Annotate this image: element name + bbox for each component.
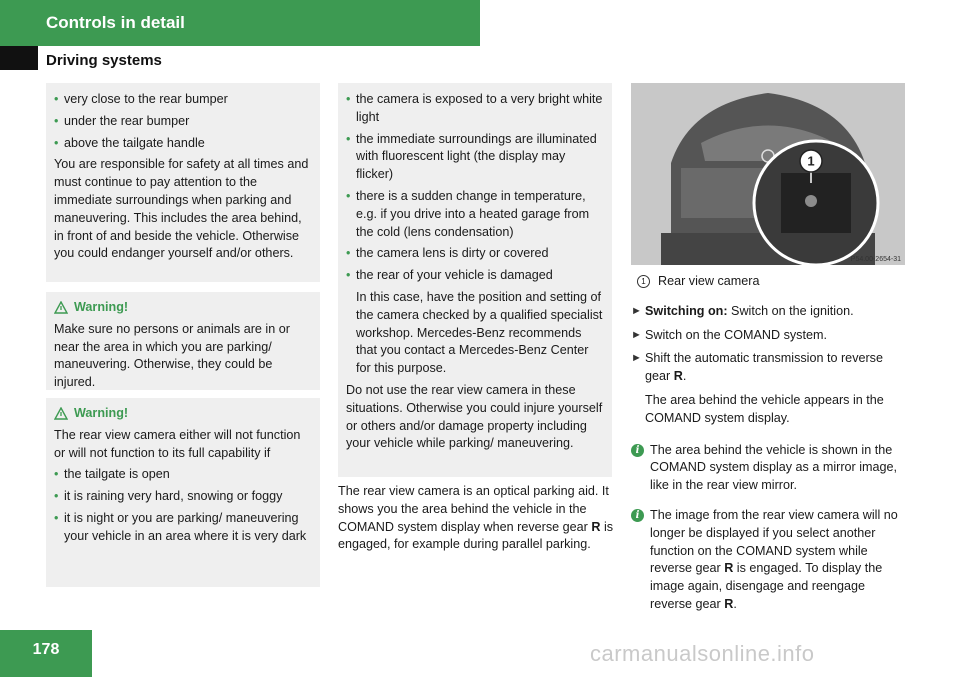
list-item: • the camera is exposed to a very bright white light [346, 92, 603, 124]
step-arrow-icon: ► [631, 304, 642, 317]
step-comand: ► Switch on the COMAND system. [631, 327, 906, 345]
list-item: • under the rear bumper [54, 113, 190, 128]
warning-text: The rear view camera either will not function or will not function to its full capability if [54, 427, 301, 460]
list-item: • it is night or you are parking/ maneuvering your vehicle in an area where it is very dark [54, 510, 307, 543]
info-box-camera-limitations [338, 83, 612, 477]
chapter-tab: Controls in detail [0, 0, 480, 46]
list-item: • the camera lens is dirty or covered [346, 246, 549, 261]
workshop-text: In this case, have the position and setting of the camera checked by a qualified specialist workshop. Mercedes-Benz recommends that you contact a Mercedes-Benz Center for this purpose. [356, 289, 603, 376]
column-camera-operation [631, 83, 906, 620]
section-title: Driving systems [46, 52, 162, 69]
usage-warning-text: Do not use the rear view camera in these situations. Otherwise you could injure yourself or others and/or damage property including your vehicle while parking/ maneuvering. [346, 382, 603, 451]
list-item: • it is raining very hard, snowing or foggy [54, 489, 283, 504]
warning-triangle-icon [54, 301, 68, 314]
list-item: • above the tailgate handle [54, 135, 205, 150]
list-item: • very close to the rear bumper [54, 92, 228, 106]
step-reverse-gear: ► Shift the automatic transmission to reverse gear R. [631, 350, 906, 386]
chapter-marker [0, 46, 38, 70]
info-icon: i [631, 444, 644, 457]
list-item: • the rear of your vehicle is damaged [346, 268, 553, 283]
list-item: • the immediate surroundings are illuminated with fluorescent light (the display may flicker) [346, 131, 597, 182]
responsibility-text: You are responsible for safety at all times and must continue to pay attention to the immediate surroundings when parking and maneuvering. This includes the area behind, in front of and beside the vehicle. Otherwise you could endanger yourself and/or others. [54, 157, 309, 261]
step-arrow-icon: ► [631, 352, 642, 365]
warning-box-camera-function [46, 398, 320, 587]
info-icon: i [631, 509, 644, 522]
step-result: The area behind the vehicle appears in the COMAND system display. [645, 392, 884, 425]
warning-title: Warning! [54, 405, 312, 423]
page-number: 178 [0, 630, 92, 677]
warning-box-persons [46, 292, 320, 390]
step-arrow-icon: ► [631, 328, 642, 341]
info-box-camera-positions [46, 83, 320, 282]
watermark: carmanualsonline.info [590, 641, 815, 666]
warning-text: Make sure no persons or animals are in or near the area in which you are parking/ maneuvering. Otherwise, they could be injured. [54, 321, 290, 390]
camera-description: The rear view camera is an optical parking aid. It shows you the area behind the vehicle in the COMAND system display when reverse gear R is engaged, for example during parallel parking. [338, 484, 614, 552]
warning-triangle-icon [54, 407, 68, 420]
image-label: P54.00-2654-31 [850, 256, 901, 263]
image-caption: 1 Rear view camera [637, 273, 906, 291]
step-switch-on: ► Switching on: Switch on the ignition. [631, 303, 906, 321]
list-item: • the tailgate is open [54, 467, 170, 482]
note-image-disappears: i The image from the rear view camera will no longer be displayed if you select another function on the COMAND system while reverse gear R is engaged. To display the image again, disengage and reengage reverse gear R. [631, 507, 906, 614]
list-item: • there is a sudden change in temperature, e.g. if you drive into a heated garage from the cold (lens condensation) [346, 188, 590, 239]
callout-marker: 1 [637, 275, 650, 288]
callout-number: 1 [807, 153, 815, 169]
rear-view-camera-photo [631, 83, 905, 265]
warning-title: Warning! [54, 299, 312, 317]
note-mirror-image: i The area behind the vehicle is shown in the COMAND system display as a mirror image, like in the rear view mirror. [631, 442, 906, 495]
